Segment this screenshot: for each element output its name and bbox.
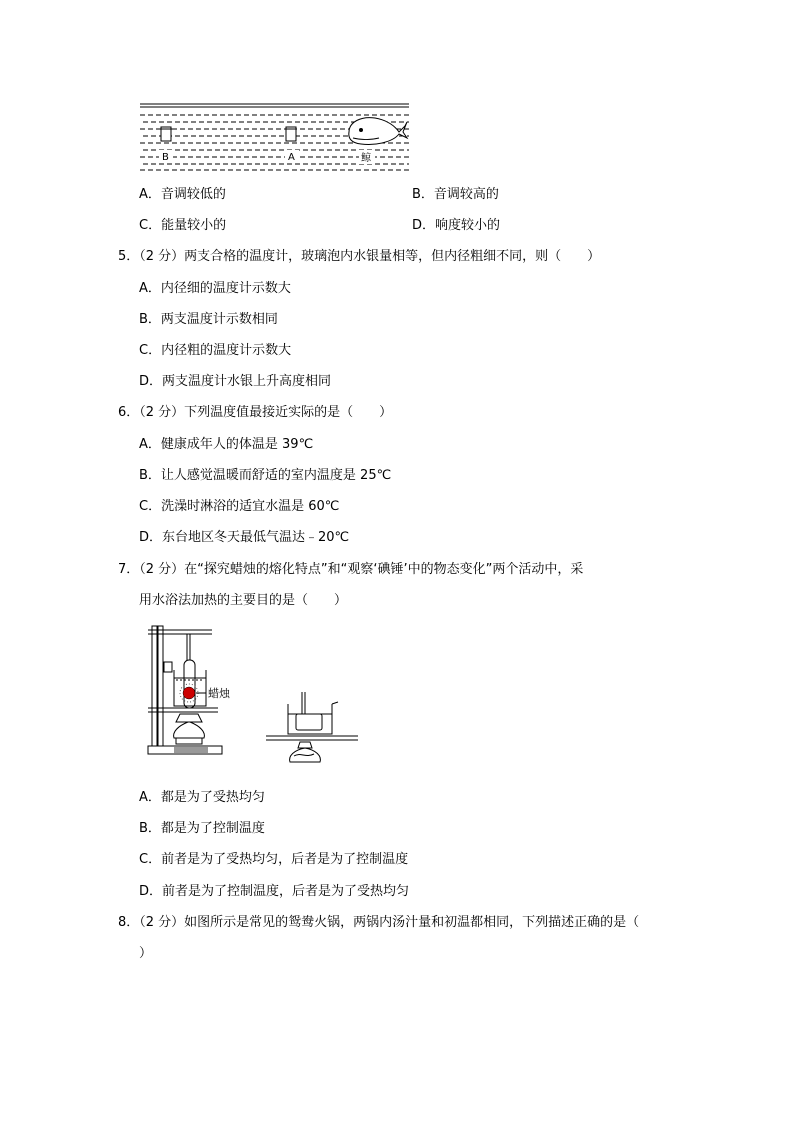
q5-option-b: B．两支温度计示数相同 [139,312,278,327]
iodine-hammer-apparatus-icon [266,692,358,762]
label-a: A [288,152,295,163]
q5-option-a: A．内径细的温度计示数大 [139,281,291,296]
q6-option-c: C．洗澡时淋浴的适宜水温是 60℃ [139,499,340,514]
sound-figure [139,102,411,174]
q6-option-a: A．健康成年人的体温是 39℃ [139,437,314,452]
container-a-icon [285,127,297,141]
candle-wax-icon [183,687,195,699]
q7-stem-line1: 7．（2 分）在“探究蜡烛的熔化特点”和“观察‘碘锤’中的物态变化”两个活动中，采 [118,562,584,577]
candle-label: 蜡烛 [208,687,230,700]
q8-stem-line2: ） [139,946,153,961]
q5-stem: 5．（2 分）两支合格的温度计，玻璃泡内水银量相等，但内径粗细不同，则（ ） [118,249,601,264]
q8-stem-line1: 8．（2 分）如图所示是常见的鸳鸯火锅，两锅内汤汁量和初温都相同，下列描述正确的是（ [118,915,640,930]
whale-icon [349,118,407,145]
q4-option-c: C．能量较小的 [139,218,227,233]
container-b-icon [160,127,172,141]
q6-option-d: D．东台地区冬天最低气温达﹣20℃ [139,530,350,545]
q4-option-d: D．响度较小的 [412,218,501,233]
q7-option-a: A．都是为了受热均匀 [139,790,265,805]
q6-stem: 6．（2 分）下列温度值最接近实际的是（ ） [118,405,393,420]
q4-option-b: B．音调较高的 [412,187,499,202]
label-whale: 鲸 [361,153,371,164]
alcohol-lamp-icon [174,714,205,744]
q7-option-d: D．前者是为了控制温度，后者是为了受热均匀 [139,884,410,899]
stand-base-shade [174,747,208,753]
water-surface-lines [140,104,409,107]
q7-stem-line2: 用水浴法加热的主要目的是（ ） [139,593,348,608]
q4-option-a: A．音调较低的 [139,187,226,202]
q5-option-c: C．内径粗的温度计示数大 [139,343,292,358]
label-b: B [162,152,169,163]
q7-option-b: B．都是为了控制温度 [139,821,265,836]
water-bath-figure [144,622,364,770]
q7-option-c: C．前者是为了受热均匀，后者是为了控制温度 [139,852,409,867]
q6-option-b: B．让人感觉温暖而舒适的室内温度是 25℃ [139,468,392,483]
q5-option-d: D．两支温度计水银上升高度相同 [139,374,332,389]
